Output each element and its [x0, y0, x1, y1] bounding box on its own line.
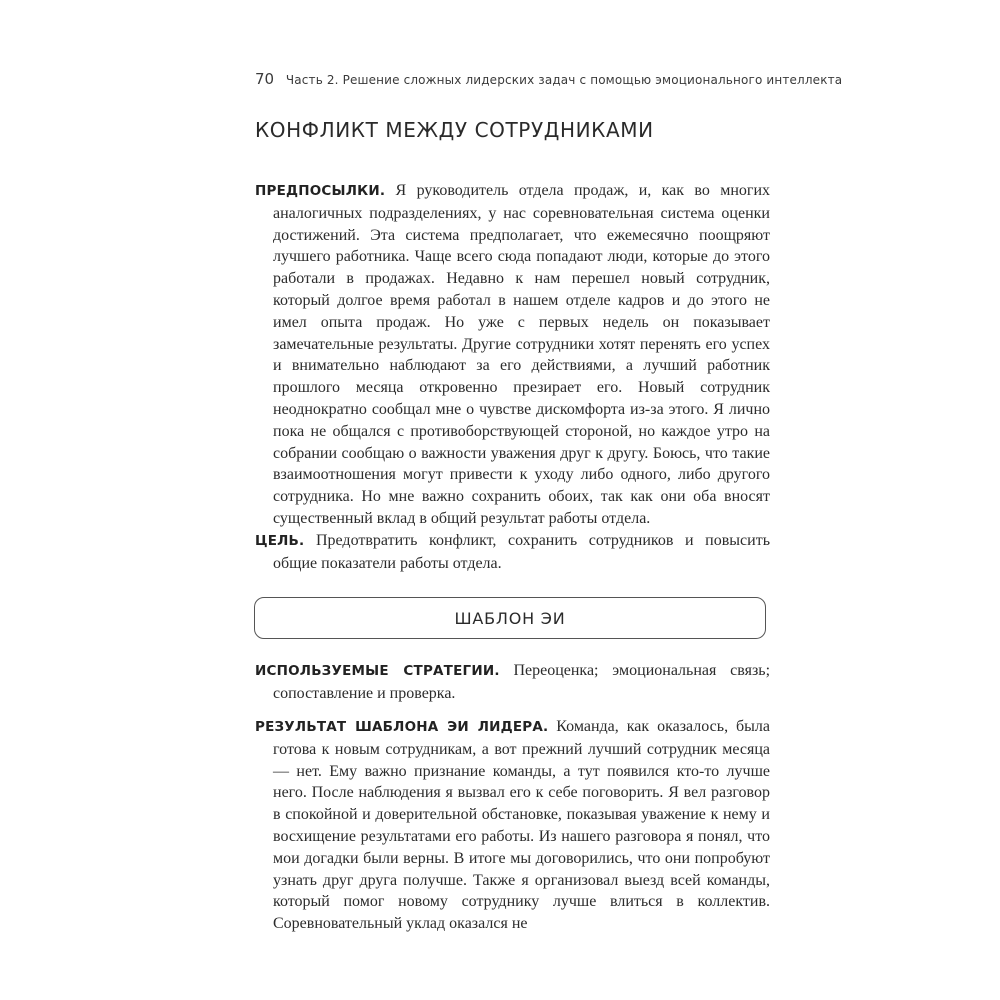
background-paragraph	[255, 180, 770, 530]
strategies-label: ИСПОЛЬЗУЕМЫЕ СТРАТЕГИИ.	[255, 663, 500, 679]
result-paragraph	[255, 716, 770, 935]
background-label: ПРЕДПОСЫЛКИ.	[255, 183, 386, 199]
result-label: РЕЗУЛЬТАТ ШАБЛОНА ЭИ ЛИДЕРА.	[255, 719, 549, 735]
goal-text: Предотвратить конфликт, сохранить сотрудников и повысить общие показатели работы отдела.	[273, 532, 770, 572]
background-text: Я руководитель отдела продаж, и, как во многих аналогичных подразделениях, у нас соревновательная система оценки достижений. Эта система предполагает, что ежемесячно поощряют лучшего работника. Чаще всего сюда попадают люди, которые до этого работали в продажах. Недавно к нам перешел новый сотрудник, который долгое время работал в нашем отделе кадров и до этого не имел опыта продаж. Но уже с первых недель он показывает замечательные результаты. Другие сотрудники хотят перенять его успех и внимательно наблюдают за его действиями, а лучший работник прошлого месяца откровенно презирает его. Новый сотрудник неоднократно сообщал мне о чувстве дискомфорта из-за этого. Я лично пока не общался с противоборствующей стороной, но каждое утро на собрании сообщаю о важности уважения друг к другу. Боюсь, что такие взаимоотношения могут привести к уходу либо одного, либо другого сотрудника. Но мне важно сохранить обоих, так как они оба вносят существенный вклад в общий результат работы отдела.	[273, 182, 771, 527]
strategies-text: Переоценка; эмоциональная связь; сопоставление и проверка.	[273, 662, 771, 702]
strategies-section	[255, 660, 770, 705]
background-section	[255, 180, 770, 530]
running-title: Часть 2. Решение сложных лидерских задач с помощью эмоционального интеллекта	[285, 73, 843, 87]
result-text: Команда, как оказалось, была готова к новым сотрудникам, а вот прежний лучший сотрудник месяца — нет. Ему важно признание команды, а тут появился кто-то лучше него. После наблюдения я вызвал его к себе поговорить. Я вел разговор в спокойной и доверительной обстановке, показывая уважение к нему и восхищение результатами его работы. Из нашего разговора я понял, что мои догадки были верны. В итоге мы договорились, что они попробуют узнать друг друга получше. Также я организовал выезд всей команды, который помог новому сотруднику лучше влиться в коллектив. Соревновательный уклад оказался не	[273, 718, 770, 933]
goal-paragraph	[255, 530, 770, 575]
section-title: КОНФЛИКТ МЕЖДУ СОТРУДНИКАМИ	[255, 118, 654, 142]
page-number: 70	[255, 70, 275, 88]
running-header	[255, 70, 843, 94]
goal-label: ЦЕЛЬ.	[255, 533, 305, 549]
ei-template-box	[254, 597, 766, 639]
ei-template-label: ШАБЛОН ЭИ	[454, 608, 566, 628]
result-section	[255, 716, 770, 935]
goal-section	[255, 530, 770, 575]
strategies-paragraph	[255, 660, 770, 705]
